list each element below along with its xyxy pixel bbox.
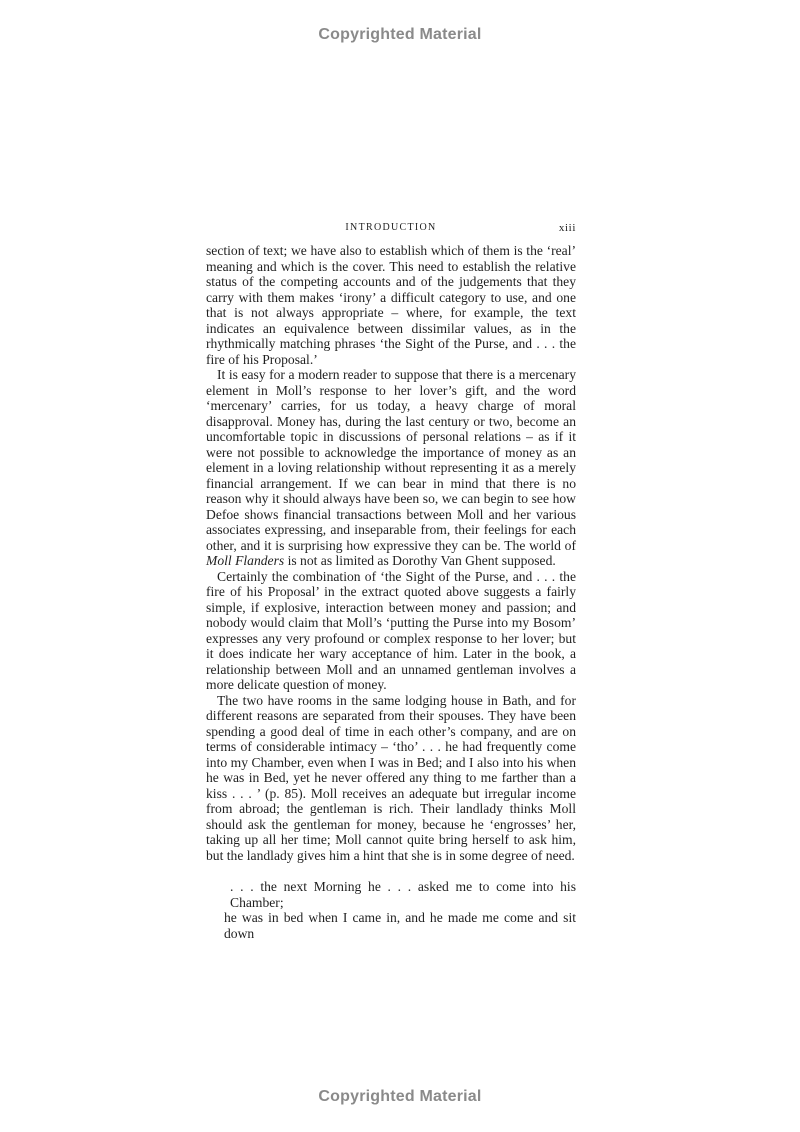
- body-text: [206, 243, 576, 941]
- copyright-watermark-bottom: Copyrighted Material: [318, 1088, 482, 1105]
- paragraph-1: section of text; we have also to establish which of them is the ‘real’ meaning and which is the cover. This need to establish the relative status of the competing accounts and of the judgements that they carry with them makes ‘irony’ a difficult category to use, and one that is not always appropriate – where, for example, the text indicates an equivalence between dissimilar values, as in the rhythmically matching phrases ‘the Sight of the Purse, and . . . the fire of his Proposal.’: [206, 243, 576, 367]
- running-head: [206, 222, 576, 240]
- running-head-title: INTRODUCTION: [345, 222, 437, 233]
- block-quote-line-2: he was in bed when I came in, and he made me come and sit down: [224, 910, 576, 941]
- page-number: xiii: [558, 222, 576, 234]
- paragraph-2: [206, 367, 576, 569]
- paragraph-2-text-b: is not as limited as Dorothy Van Ghent supposed.: [284, 553, 556, 568]
- paragraph-3: Certainly the combination of ‘the Sight of the Purse, and . . . the fire of his Proposal’ in the extract quoted above suggests a fairly simple, if explosive, interaction between money and passion; and nobody would claim that Moll’s ‘putting the Purse into my Bosom’ expresses any very profound or complex response to her lover; but it does indicate her wary acceptance of him. Later in the book, a relationship between Moll and an unnamed gentleman involves a more delicate question of money.: [206, 568, 576, 692]
- block-quote: [206, 879, 576, 941]
- book-title-italic: Moll Flanders: [206, 553, 285, 568]
- paragraph-2-text-a: It is easy for a modern reader to suppose that there is a mercenary element in Moll’s response to her lover’s gift, and the word ‘mercenary’ carries, for us today, a heavy charge of moral disapproval. Money has, during the last century or two, become an uncomfortable topic in discussions of personal relations – as if it were not possible to acknowledge the importance of money as an element in a loving relationship without representing it as a merely financial arrangement. If we can bear in mind that there is no reason why it should always have been so, we can begin to see how Defoe shows financial transactions between Moll and her various associates expressing, and inseparable from, their feelings for each other, and it is surprising how expressive they can be. The world of: [206, 367, 576, 553]
- copyright-watermark-top: Copyrighted Material: [318, 26, 482, 43]
- paragraph-4: The two have rooms in the same lodging house in Bath, and for different reasons are separated from their spouses. They have been spending a good deal of time in each other’s company, and are on terms of considerable intimacy – ‘tho’ . . . he had frequently come into my Chamber, even when I was in Bed; and I also into his when he was in Bed, yet he never offered any thing to me farther than a kiss . . . ’ (p. 85). Moll receives an adequate but irregular income from abroad; the gentleman is rich. Their landlady thinks Moll should ask the gentleman for money, because he ‘engrosses’ her, taking up all her time; Moll cannot quite bring herself to ask him, but the landlady gives him a hint that she is in some degree of need.: [206, 692, 576, 863]
- block-quote-line-1: . . . the next Morning he . . . asked me to come into his Chamber;: [230, 879, 576, 910]
